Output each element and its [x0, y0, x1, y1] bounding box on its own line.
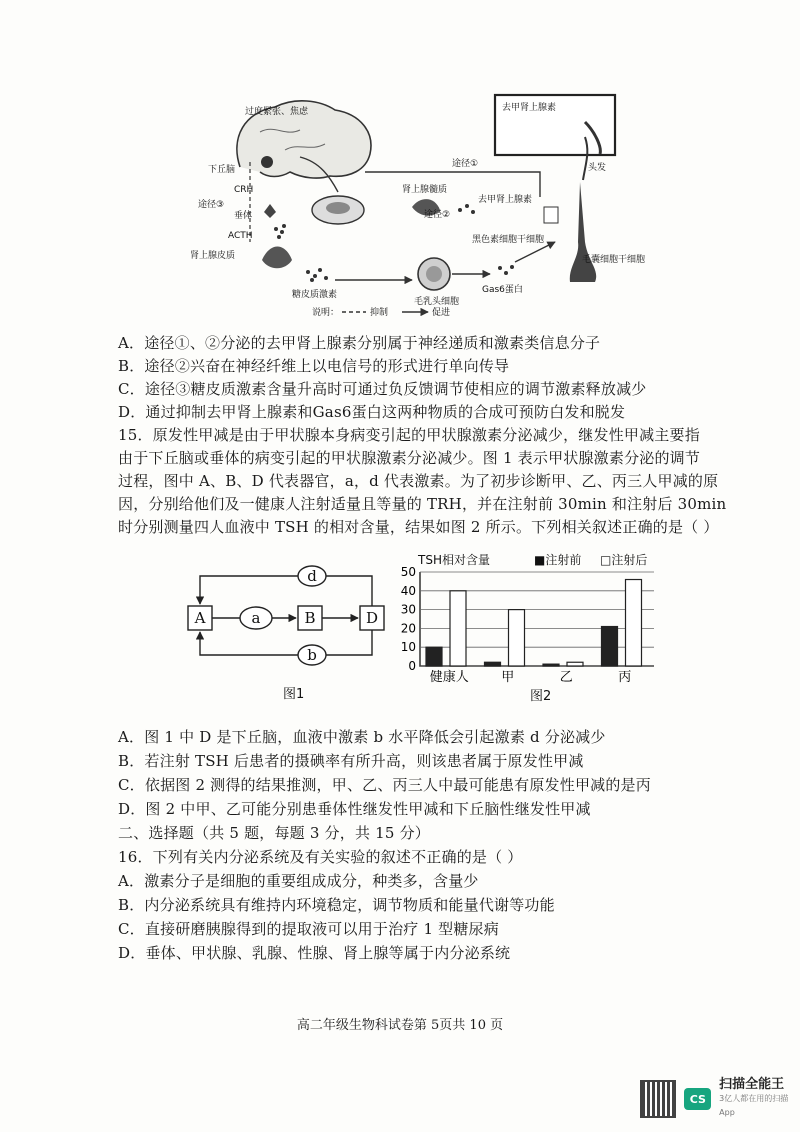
label-gas6: Gas6蛋白 [482, 285, 523, 295]
scanner-watermark [640, 1078, 800, 1120]
q15-stem-line-1: 15．原发性甲减是由于甲状腺本身病变引起的甲状腺激素分泌减少，继发性甲减主要指 [118, 426, 700, 444]
q16-option-c: C．直接研磨胰腺得到的提取液可以用于治疗 1 型糖尿病 [118, 920, 499, 938]
legend-before: ■注射前 [534, 553, 582, 567]
q16-stem: 16．下列有关内分泌系统及有关实验的叙述不正确的是（ ） [118, 848, 523, 866]
adrenal-cortex-shape [262, 247, 292, 269]
bar-after-1 [509, 610, 525, 666]
node-a-label: a [251, 609, 261, 627]
q15-stem-line-3: 过程，图中 A、B、D 代表器官，a，d 代表激素。为了初步诊断甲、乙、丙三人甲减的原 [118, 472, 719, 490]
label-adrenal-cortex: 肾上腺皮质 [190, 251, 236, 261]
pituitary-shape [264, 204, 276, 218]
label-crh: CRH [234, 185, 254, 195]
y-tick-label: 40 [400, 583, 416, 598]
section-2-heading: 二、选择题（共 5 题，每题 3 分，共 15 分） [118, 824, 430, 842]
category-label: 丙 [618, 670, 632, 685]
q15-stem-line-4: 因，分别给他们及一健康人注射适量且等量的 TRH，并在注射前 30min 和注射后 30min [118, 495, 727, 513]
label-pathway2: 途径② [424, 210, 451, 220]
q15-stem-line-2: 由于下丘脑或垂体的病变引起的甲状腺激素分泌减少。图 1 表示甲状腺激素分泌的调节 [118, 449, 701, 467]
figure-1-regulation-diagram [180, 560, 390, 710]
q14-option-c: C．途径③糖皮质激素含量升高时可通过负反馈调节使相应的调节激素释放减少 [118, 380, 647, 398]
label-norepinephrine-top: 去甲肾上腺素 [502, 103, 557, 113]
q15-option-d: D．图 2 中甲、乙可能分别患垂体性继发性甲减和下丘脑性继发性甲减 [118, 800, 591, 818]
label-adrenal-medulla: 肾上腺髓质 [402, 185, 448, 195]
q16-option-b: B．内分泌系统具有维持内环境稳定，调节物质和能量代谢等功能 [118, 896, 555, 914]
scanner-subtitle: 3亿人都在用的扫描App [719, 1094, 789, 1117]
figure-2-tsh-chart [392, 548, 674, 708]
y-tick-label: 30 [400, 602, 416, 617]
y-tick-label: 20 [400, 621, 416, 636]
label-hair: 头发 [588, 163, 607, 173]
node-B-label: B [304, 609, 316, 627]
label-melanocyte-stem: 黑色素细胞干细胞 [472, 235, 545, 245]
bar-after-2 [567, 662, 583, 666]
q16-option-a: A．激素分子是细胞的重要组成成分，种类多，含量少 [118, 872, 479, 890]
label-legend-inhibit: 抑制 [370, 308, 389, 318]
label-pituitary: 垂体 [234, 211, 253, 221]
camscanner-logo-icon: CS [684, 1088, 711, 1110]
chart-title: TSH相对含量 [418, 553, 490, 567]
figure-2-caption: 图2 [530, 689, 552, 704]
label-legend: 说明： [312, 308, 340, 318]
q15-option-c: C．依据图 2 测得的结果推测，甲、乙、丙三人中最可能患有原发性甲减的是丙 [118, 776, 651, 794]
q15-option-b: B．若注射 TSH 后患者的摄碘率有所升高，则该患者属于原发性甲减 [118, 752, 584, 770]
scanner-title: 扫描全能王 [719, 1077, 785, 1092]
category-label: 甲 [501, 670, 515, 685]
y-tick-label: 50 [400, 565, 416, 579]
bar-before-3 [602, 627, 618, 666]
q14-option-d: D．通过抑制去甲肾上腺素和Gas6蛋白这两种物质的合成可预防白发和脱发 [118, 403, 626, 421]
q15-stem-line-5: 时分别测量四人血液中 TSH 的相对含量，结果如图 2 所示。下列相关叙述正确的是（ ） [118, 518, 719, 536]
y-tick-label: 10 [400, 640, 416, 655]
label-glucocorticoid: 糖皮质激素 [292, 290, 338, 300]
bar-before-0 [426, 647, 442, 666]
y-tick-label: 0 [408, 659, 416, 673]
figure-1-caption: 图1 [283, 687, 305, 702]
node-d-label: d [307, 567, 317, 585]
bar-after-0 [450, 591, 466, 666]
bar-before-2 [543, 664, 559, 666]
label-acth: ACTH [228, 231, 253, 241]
hair-stress-diagram [190, 92, 660, 327]
node-A-label: A [194, 609, 206, 627]
label-legend-promote: 促进 [432, 308, 451, 318]
hypothalamus-node [261, 156, 273, 168]
category-label: 健康人 [429, 670, 469, 685]
q15-option-a: A．图 1 中 D 是下丘脑，血液中激素 b 水平降低会引起激素 d 分泌减少 [118, 728, 606, 746]
hair-follicle-shape [570, 182, 596, 282]
node-D-label: D [365, 609, 379, 627]
label-norepinephrine-mid: 去甲肾上腺素 [478, 195, 533, 205]
label-dermal-papilla: 毛乳头细胞 [414, 297, 460, 307]
bar-before-1 [485, 662, 501, 666]
q16-option-d: D．垂体、甲状腺、乳腺、性腺、肾上腺等属于内分泌系统 [118, 944, 511, 962]
qr-code-icon [640, 1080, 676, 1118]
legend-after: □注射后 [600, 553, 648, 567]
q14-option-a: A．途径①、②分泌的去甲肾上腺素分别属于神经递质和激素类信息分子 [118, 334, 601, 352]
label-follicle-stem: 毛囊细胞干细胞 [582, 255, 646, 265]
q14-option-b: B．途径②兴奋在神经纤维上以电信号的形式进行单向传导 [118, 357, 510, 375]
label-pathway3: 途径③ [198, 200, 225, 210]
bar-after-3 [626, 580, 642, 666]
label-hypothalamus: 下丘脑 [208, 165, 236, 175]
category-label: 乙 [559, 670, 573, 685]
node-b-label: b [307, 646, 317, 664]
label-pathway1: 途径① [452, 159, 479, 169]
label-stress: 过度紧张、焦虑 [245, 107, 309, 117]
page-footer: 高二年级生物科试卷第 5页共 10 页 [296, 1018, 504, 1033]
